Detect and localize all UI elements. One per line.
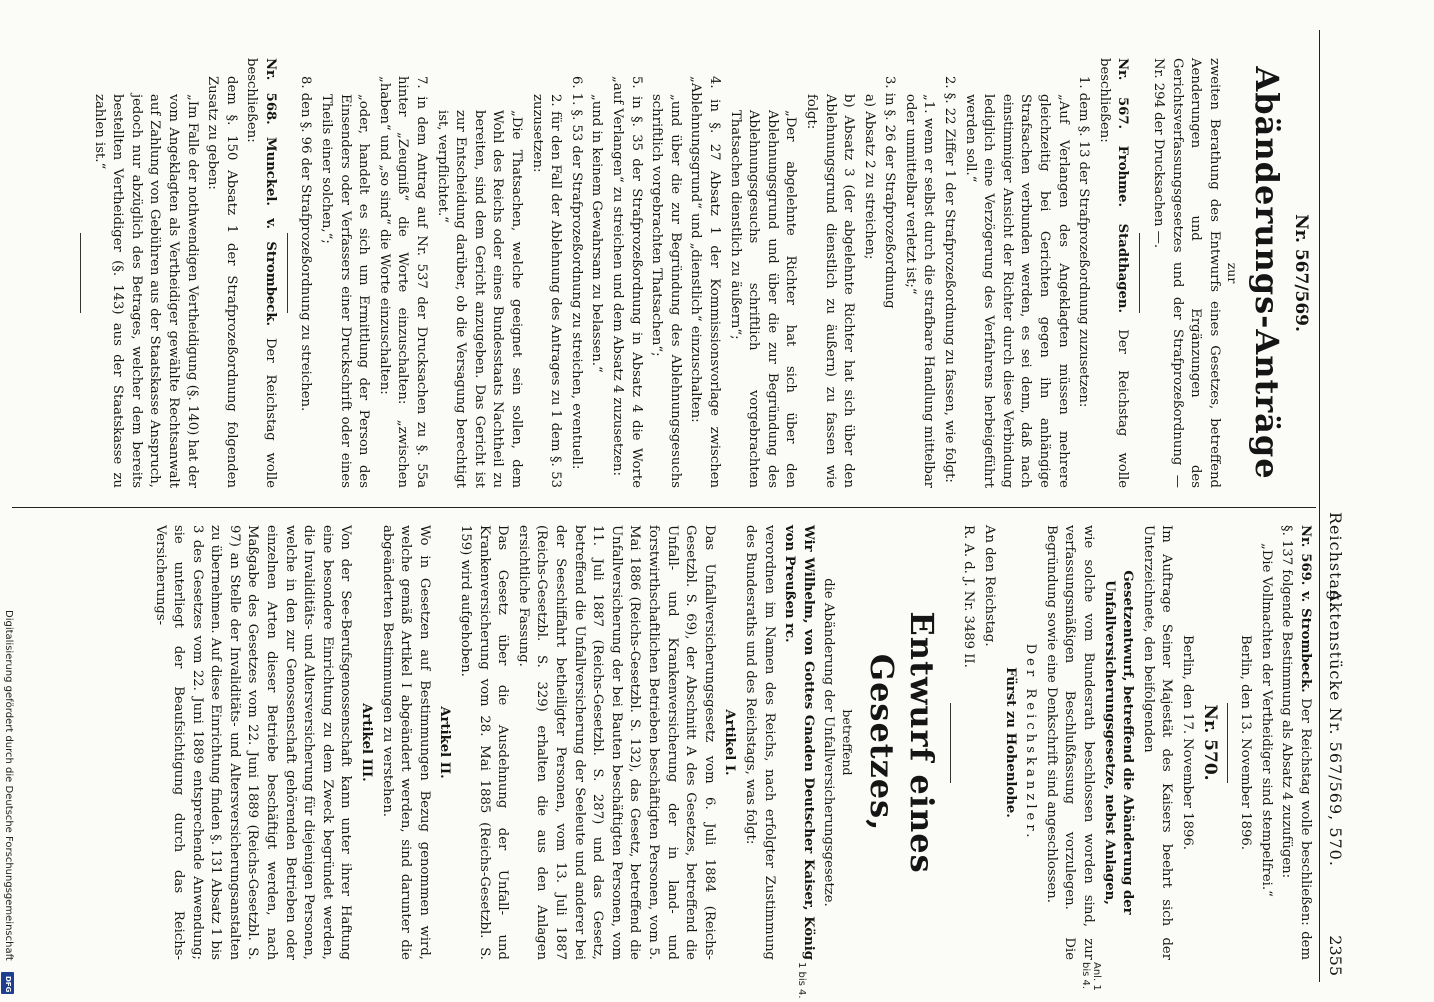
- date-1: Berlin, den 13. November 1896.: [1238, 635, 1254, 850]
- draft-title: Entwurf eines Gesetzes,: [862, 611, 941, 874]
- right-column: [148, 525, 1314, 960]
- signature-name: Fürst zu Hohenlohe.: [1002, 667, 1018, 818]
- nr568-quote: „Im Falle der nothwendigen Vertheidigung (§. 140) hat der vom Angeklagten als Vertheidiger gewählte Rechtsanwalt auf Zahlung von Gebühren aus der Staatskasse Anspruch, jedoch nur abzüglich des Betrages, welcher dem bereits bestellten Vertheidiger (§. 143) aus der Staatskasse zu zahlen ist.“: [91, 94, 200, 488]
- divider: [1139, 233, 1140, 313]
- item2: 2. §. 22 Ziffer 1 der Strafprozeßordnung zu fassen, wie folgt:: [942, 76, 958, 483]
- nr569-text: Der Reichstag wolle beschließen: dem §. 137 folgende Bestimmung als Absatz 4 zuzufügen:: [1279, 525, 1313, 960]
- left-column: [72, 58, 1314, 488]
- page-number: 2355: [1326, 935, 1345, 976]
- page-header: [1319, 30, 1348, 982]
- item6: 6. 1. §. 53 der Strafprozeßordnung zu streichen, eventuell:: [568, 76, 584, 470]
- article-1-text-2: Das Gesetz über die Ausdehnung der Unfall- und Krankenversicherung vom 28. Mai 1885 (Reichs-Gesetzbl. S. 159) wird aufgehoben.: [458, 525, 511, 960]
- item8: 8. den §. 96 der Strafprozeßordnung zu streichen.: [298, 76, 314, 412]
- nr570-title: Nr. 570.: [1199, 704, 1220, 781]
- reference-number: R. A. d. J. Nr. 3489 II.: [961, 525, 977, 668]
- item2-quote: „1. wenn er selbst durch die strafbare Handlung mittelbar oder unmittelbar verletzt ist;“: [902, 94, 937, 488]
- article-2-title: Artikel II.: [437, 706, 453, 779]
- nr567-text: Der Reichstag wolle beschließen:: [1096, 58, 1131, 488]
- column-divider: [12, 507, 1316, 508]
- dfg-logo: [1, 972, 14, 994]
- preamble: Wir Wilhelm, von Gottes Gnaden Deutscher Kaiser, König von Preußen rc.: [782, 525, 816, 960]
- item4: 4. in §. 27 Absatz 1 der Kommissionsvorlage zwischen „Ablehnungsgrund“ und „dienstlich“ einzuschalten:: [688, 76, 722, 488]
- item6-2: 2. für den Fall der Ablehnung des Antrages zu 1 dem §. 53 zuzusetzen:: [529, 94, 564, 488]
- item5-quote: „und in keinem Gewahrsam zu belassen.“: [589, 94, 605, 373]
- item1: 1. dem §. 13 der Strafprozeßordnung zuzusetzen:: [1076, 76, 1092, 408]
- draft-subject: die Abänderung der Unfallversicherungsgesetze.: [821, 578, 837, 907]
- article-1-title: Artikel I.: [722, 709, 738, 776]
- divider: [950, 703, 951, 783]
- item7-quote: „oder, handelt es sich um Ermittlung der Person des Einsenders oder Verfassers einer Druckschrift oder eines Theils einer solchen,“;: [319, 94, 372, 488]
- item3: 3. in §. 26 der Strafprozeßordnung: [882, 76, 898, 309]
- nr570-intro-bold: Gesetzentwurf, betreffend die Abänderung der Unfallversicherungsgesetze, nebst Anlagen,: [1101, 570, 1136, 915]
- item1-quote: „Auf Verlangen des Angeklagten müssen mehrere gleichzeitig bei Gerichten gegen ihn anhängige Strafsachen verbunden werden, es sei denn, daß nach einstimmiger Ansicht der Richter durch diese Verbindung lediglich eine Verzögerung des Verfahrens herbeigeführt werden soll.“: [962, 94, 1071, 488]
- article-3-text: Von der See-Berufsgenossenschaft kann unter ihrer Haftung eine besondere Einrichtung zu dem Zweck begründet werden, die Invaliditäts- und Altersversicherung für diejenigen Personen, welche in den zur Genossenschaft gehörenden Betrieben oder einzelnen Arten dieser Betriebe beschäftigt werden, nach Maßgabe des Gesetzes vom 22. Juni 1889 (Reichs-Gesetzbl. S. 97) an Stelle der Invaliditäts- und Altersversicherungsanstalten zu übernehmen. Auf diese Einrichtung finden §. 131 Absatz 1 bis 3 des Gesetzes vom 22. Juni 1889 entsprechende Anwendung; sie unterliegt der Beaufsichtigung durch das Reichs-Versicherungs-: [152, 525, 354, 960]
- dfg-logo-text: DFG: [4, 976, 12, 993]
- nr569-quote: „Die Vollmachten der Vertheidiger sind stempelfrei.“: [1258, 543, 1274, 897]
- divider: [287, 233, 288, 313]
- digitization-credit: [2, 610, 16, 1000]
- item5: 5. in §. 35 der Strafprozeßordnung in Absatz 4 die Worte „auf Verlangen“ zu streichen und dem Absatz 4 zuzusetzen:: [610, 76, 644, 488]
- item3-quote: „Der abgelehnte Richter hat sich über den Ablehnungsgrund und über die zur Begründung des Ablehnungsgesuchs schriftlich vorgebrachten Thatsachen dienstlich zu äußern“;: [727, 110, 799, 488]
- addressee: An den Reichstag.: [982, 525, 998, 647]
- nr568-head: Nr. 568. Munckel. v. Strombeck.: [262, 58, 278, 327]
- draft-betreffend: betreffend: [839, 709, 855, 776]
- article-1-text: Das Unfallversicherungsgesetz vom 6. Juli 1884 (Reichs-Gesetzbl. S. 69), der Abschnitt A des Gesetzes, betreffend die Unfall- und Krankenversicherung der in land- und forstwirthschaftlichen Betrieben beschäftigten Personen, vom 5. Mai 1886 (Reichs-Gesetzbl. S. 132), das Gesetz, betreffend die Unfallversicherung der bei Bauten beschäftigten Personen, vom 11. Juli 1887 (Reichs-Gesetzbl. S. 287) und das Gesetz, betreffend die Unfallversicherung der Seeleute und anderer bei der Seeschiffahrt betheiligter Personen, vom 13. Juli 1887 (Reichs-Gesetzbl. S. 329) erhalten die aus den Anlagen ersichtliche Fassung.: [515, 525, 717, 960]
- item7: 7. in dem Antrag auf Nr. 537 der Drucksachen zu §. 55a hinter „Zeugniß“ die Worte einzuschalten: „zwischen „haben“ und „so sind“ die Worte einzuschalten:: [376, 76, 430, 488]
- nr568-text: Der Reichstag wolle beschließen:: [244, 58, 278, 489]
- nr567-head: Nr. 567. Frohme. Stadthagen.: [1115, 58, 1131, 314]
- article-3-title: Artikel III.: [359, 703, 375, 782]
- intro: zweiten Berathung des Entwurfs eines Gesetzes, betreffend Aenderungen und Ergänzungen des Gerichtsverfassungsgesetzes und der Strafprozeßordnung — Nr. 294 der Drucksachen —.: [1151, 58, 1222, 488]
- title-number: Nr. 567/569.: [1291, 214, 1311, 332]
- margin-note-1: Anl. 1 bis 4.: [1080, 962, 1102, 991]
- item3a: a) Absatz 2 zu streichen;: [861, 94, 877, 260]
- divider: [80, 233, 81, 313]
- nr568-body: dem §. 150 Absatz 1 der Strafprozeßordnung folgenden Zusatz zu geben:: [205, 76, 239, 488]
- header-left: Reichstag.: [1326, 512, 1345, 608]
- nr570-intro: Im Auftrage Seiner Majestät des Kaisers beehrt sich der Unterzeichnete, den beifolgenden: [1140, 525, 1175, 960]
- item6-quote: „Die Thatsachen, welche geeignet sein sollen, dem Wohl des Reichs oder eines Bundesstaats Nachtheil zu bereiten, sind dem Gericht anzugeben. Das Gericht ist zur Entscheidung darüber, ob die Versagung berechtigt ist, verpflichtet.“: [434, 110, 525, 488]
- preamble-2: verordnen im Namen des Reichs, nach erfolgter Zustimmung des Bundesraths und des Reichstags, was folgt:: [742, 525, 777, 960]
- title-zur: zur: [1225, 262, 1241, 284]
- date-2: Berlin, den 17. November 1896.: [1180, 635, 1196, 850]
- header-center: Aktenstücke Nr. 567/569, 570.: [1326, 590, 1345, 867]
- signature-title: Der Reichskanzler.: [1023, 643, 1039, 842]
- article-2-text: Wo in Gesetzen auf Bestimmungen Bezug genommen wird, welche gemäß Artikel I abgeändert werden, sind darunter die abgeänderten Bestimmungen zu verstehen.: [379, 525, 432, 960]
- item3b: b) Absatz 3 (der abgelehnte Richter hat sich über den Ablehnungsgrund dienstlich zu äußern) zu fassen wie folgt:: [803, 94, 857, 488]
- title: Abänderungs-Anträge: [1248, 66, 1287, 480]
- credit-text: Digitalisierung gefördert durch die Deutsche Forschungsgemeinschaft: [3, 610, 14, 961]
- nr569-head: Nr. 569. v. Strombeck.: [1298, 525, 1313, 693]
- nr570-intro-rest: wie solche vom Bundesrath beschlossen worden sind, zur verfassungsmäßigen Beschlußfassung vorzulegen. Die Begründung sowie eine Denkschrift sind angeschlossen.: [1043, 525, 1097, 960]
- margin-note-2: 1 bis 4.: [796, 962, 807, 999]
- item4-quote: „und über die zur Begründung des Ablehnungsgesuchs schriftlich vorgebrachten Thatsachen“;: [649, 94, 683, 488]
- divider: [1227, 703, 1228, 783]
